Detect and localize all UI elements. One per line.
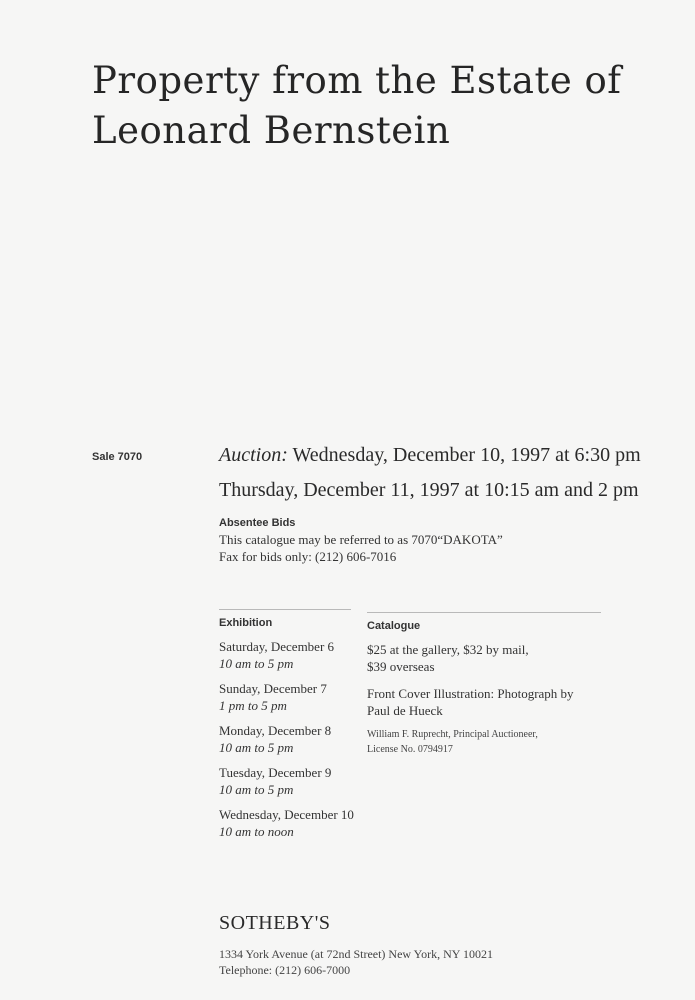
auctioneer-line-1: William F. Ruprecht, Principal Auctioneer, — [367, 729, 538, 740]
catalogue-price-line-1: $25 at the gallery, $32 by mail, — [367, 642, 529, 657]
exhibition-entry — [219, 638, 351, 672]
title-line-2: Leonard Bernstein — [92, 109, 451, 152]
cover-credit-line-2: Paul de Hueck — [367, 703, 443, 718]
exhibition-time: 10 am to 5 pm — [219, 782, 294, 797]
exhibition-entry — [219, 764, 351, 798]
sale-number: Sale 7070 — [92, 451, 143, 463]
absentee-reference: This catalogue may be referred to as 7070“DAKOTA” — [219, 532, 503, 547]
exhibition-entry — [219, 806, 354, 840]
exhibition-heading: Exhibition — [219, 617, 273, 629]
auction-line-1 — [219, 444, 641, 467]
catalogue-divider — [367, 612, 601, 613]
exhibition-section — [219, 609, 354, 848]
cover-credit — [367, 685, 601, 719]
footer-address — [219, 946, 493, 978]
title-line-1: Property from the Estate of — [92, 59, 622, 102]
exhibition-time: 1 pm to 5 pm — [219, 698, 287, 713]
exhibition-day: Sunday, December 7 — [219, 681, 327, 696]
exhibition-time: 10 am to 5 pm — [219, 740, 294, 755]
exhibition-divider — [219, 609, 351, 610]
cover-credit-line-1: Front Cover Illustration: Photograph by — [367, 686, 574, 701]
exhibition-day: Monday, December 8 — [219, 723, 332, 738]
telephone-line: Telephone: (212) 606-7000 — [219, 963, 351, 977]
exhibition-time: 10 am to 5 pm — [219, 656, 294, 671]
auction-date-1: Wednesday, December 10, 1997 at 6:30 pm — [287, 444, 641, 466]
catalogue-heading: Catalogue — [367, 620, 421, 632]
absentee-bids-section — [219, 517, 503, 565]
exhibition-entry — [219, 722, 351, 756]
address-line: 1334 York Avenue (at 72nd Street) New York, NY 10021 — [219, 947, 493, 961]
exhibition-entry — [219, 680, 351, 714]
absentee-fax: Fax for bids only: (212) 606-7016 — [219, 549, 397, 564]
exhibition-time: 10 am to noon — [219, 824, 294, 839]
sothebys-logo: SOTHEBY'S — [219, 912, 331, 934]
page-title — [92, 56, 621, 156]
absentee-heading: Absentee Bids — [219, 517, 296, 529]
exhibition-day: Saturday, December 6 — [219, 639, 335, 654]
auctioneer-line-2: License No. 0794917 — [367, 744, 453, 755]
exhibition-day: Tuesday, December 9 — [219, 765, 332, 780]
exhibition-day: Wednesday, December 10 — [219, 807, 354, 822]
auction-prefix: Auction: — [219, 444, 288, 466]
auctioneer-credit — [367, 727, 601, 757]
catalogue-section — [367, 612, 601, 757]
auction-line-2: Thursday, December 11, 1997 at 10:15 am and 2 pm — [219, 479, 639, 501]
catalogue-price — [367, 641, 601, 675]
catalogue-price-line-2: $39 overseas — [367, 659, 435, 674]
